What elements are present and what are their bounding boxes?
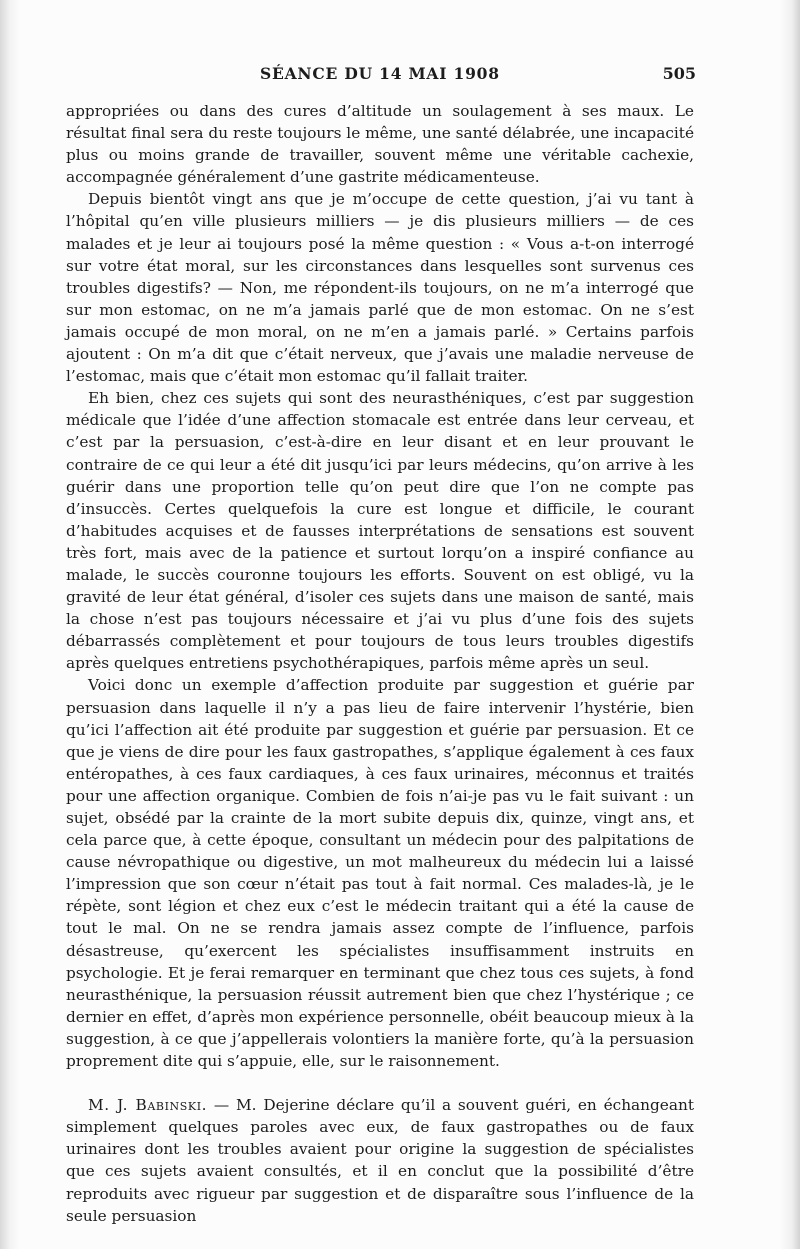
running-title: SÉANCE DU 14 MAI 1908 — [260, 64, 500, 83]
speaker-name: M. J. Babinski. — [88, 1096, 208, 1115]
speaker-remark: — M. Dejerine déclare qu’il a souvent guéri, en échangeant simplement quelques paroles avec eux, de faux gastropathes ou de faux urinaires dont les troubles avaient pour origine la suggestion de spécialistes que ces sujets avaient consultés, et il en conclut que la possibilité d’être reproduits avec rigueur par suggestion et de disparaître sous l’influence de la seule persuasion — [66, 1096, 694, 1225]
paragraph-example: Voici donc un exemple d’affection produite par suggestion et guérie par persuasion dans laquelle il n’y a pas lieu de faire intervenir l’hystérie, bien qu’ici l’affection ait été produite par suggestion et guérie par persuasion. Et ce que je viens de dire pour les faux gastropathes, s’applique également à ces faux entéropathes, à ces faux cardiaques, à ces faux urinaires, méconnus et traités pour une affection organique. Combien de fois n’ai-je pas vu le fait suivant : un sujet, obsédé par la crainte de la mort subite depuis dix, quinze, vingt ans, et cela parce que, à cette époque, consultant un médecin pour des palpitations de cause névropathique ou digestive, un mot malheureux du médecin lui a laissé l’impression que son cœur n’était pas tout à fait normal. Ces malades-là, je le répète, sont légion et chez eux c’est le médecin traitant qui a été la cause de tout le mal. On ne se rendra jamais assez compte de l’influence, parfois désastreuse, qu’exercent les spécialistes insuffisamment instruits en psychologie. Et je ferai remarquer en terminant que chez tous ces sujets, à fond neurasthénique, la persuasion réussit autrement bien que chez l’hystérique ; ce dernier en effet, d’après mon expérience personnelle, obéit beaucoup mieux à la suggestion, à ce que j’appellerais volontiers la manière forte, qu’à la persuasion proprement dite qui s’appuie, elle, sur le raisonnement. — [66, 676, 694, 1071]
paragraph-question: Depuis bientôt vingt ans que je m’occupe de cette question, j’ai vu tant à l’hôpital qu’en ville plusieurs milliers — je dis plusieurs milliers — de ces malades et je leur ai toujours posé la même question : « Vous a-t-on interrogé sur votre état moral, sur les circonstances dans lesquelles sont survenus ces troubles digestifs? — Non, me répondent-ils toujours, on ne m’a interrogé que sur mon estomac, on ne m’a jamais parlé que de mon estomac. On ne s’est jamais occupé de mon moral, on ne m’en a jamais parlé. » Certains parfois ajoutent : On m’a dit que c’était nerveux, que j’avais une maladie nerveuse de l’estomac, mais que c’était mon estomac qu’il fallait traiter. — [66, 190, 694, 386]
page-number: 505 — [662, 64, 696, 83]
paragraph-continuation: appropriées ou dans des cures d’altitude un soulagement à ses maux. Le résultat final sera du reste toujours le même, une santé délabrée, une incapacité plus ou moins grande de travailler, souvent même une véritable cachexie, accompagnée généralement d’une gastrite médicamenteuse. — [66, 102, 694, 187]
paragraph-persuasion: Eh bien, chez ces sujets qui sont des neurasthéniques, c’est par suggestion médicale que l’idée d’une affection stomacale est entrée dans leur cerveau, et c’est par la persuasion, c’est-à-dire en leur disant et en leur prouvant le contraire de ce qui leur a été dit jusqu’ici par leurs médecins, qu’on arrive à les guérir dans une proportion telle qu’on peut dire que l’on ne compte pas d’insuccès. Certes quelquefois la cure est longue et difficile, le courant d’habitudes acquises et de fausses interprétations de sensations est souvent très fort, mais avec de la patience et surtout lorqu’on a inspiré confiance au malade, le succès couronne toujours les efforts. Souvent on est obligé, vu la gravité de leur état général, d’isoler ces sujets dans une maison de santé, mais la chose n’est pas toujours nécessaire et j’ai vu plus d’une fois des sujets débarrassés complètement et pour toujours de tous leurs troubles digestifs après quelques entretiens psychothérapiques, parfois même après un seul. — [66, 389, 694, 673]
paragraph-babinski — [66, 1094, 694, 1227]
running-head — [0, 62, 800, 88]
body-text — [66, 100, 694, 1227]
section-spacer — [66, 1072, 694, 1094]
